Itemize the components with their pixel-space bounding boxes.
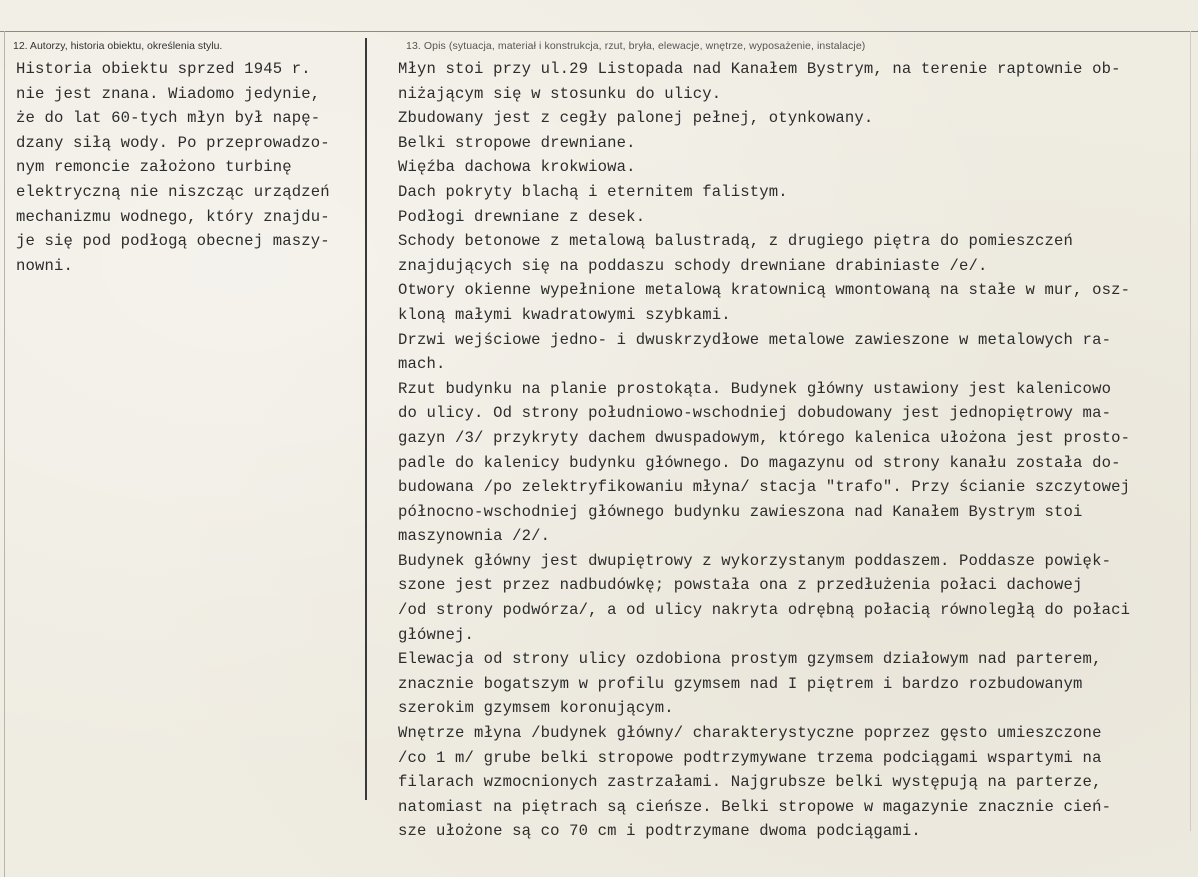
description-text-line: natomiast na piętrach są cieńsze. Belki stropowe w magazynie znacznie cień- xyxy=(398,797,1112,816)
top-rule xyxy=(0,31,1198,32)
description-text-line: Wnętrze młyna /budynek główny/ charakterystyczne poprzez gęsto umieszczone xyxy=(398,724,1102,743)
description-text-line: niżającym się w stosunku do ulicy. xyxy=(398,84,722,103)
section-12-header: 12. Autorzy, historia obiektu, określenia stylu. xyxy=(13,40,223,52)
description-text-line: Elewacja od strony ulicy ozdobiona prostym gzymsem działowym nad parterem, xyxy=(398,650,1102,669)
description-text-line: Dach pokryty blachą i eternitem falistym. xyxy=(398,182,788,201)
description-text-line: Młyn stoi przy ul.29 Listopada nad Kanałem Bystrym, na terenie raptownie ob- xyxy=(398,60,1121,78)
description-text-line: Więźba dachowa krokwiowa. xyxy=(398,158,636,177)
description-text-line: padle do kalenicy budynku głównego. Do magazynu od strony kanału została do- xyxy=(398,453,1121,472)
description-text-line: szerokim gzymsem koronującym. xyxy=(398,699,674,718)
description-text-line: sze ułożone są co 70 cm i podtrzymane dwoma podciągami. xyxy=(398,822,921,841)
history-text-line: nym remoncie założono turbinę xyxy=(16,158,292,177)
description-text-line: szone jest przez nadbudówkę; powstała ona z przedłużenia połaci dachowej xyxy=(398,576,1083,595)
description-text-line: mach. xyxy=(398,355,446,374)
left-edge-line xyxy=(4,31,5,877)
description-text-line: Otwory okienne wypełnione metalową kratownicą wmontowaną na stałe w mur, osz- xyxy=(398,281,1131,300)
history-text-line: je się pod podłogą obecnej maszy- xyxy=(16,232,330,251)
description-text-line: maszynownia /2/. xyxy=(398,527,551,546)
description-text-line: gazyn /3/ przykryty dachem dwuspadowym, którego kalenica ułożona jest prosto- xyxy=(398,428,1131,447)
description-text-line: kloną małymi kwadratowymi szybkami. xyxy=(398,305,731,324)
description-text-line: Podłogi drewniane z desek. xyxy=(398,207,646,226)
history-text-line: Historia obiektu sprzed 1945 r. xyxy=(16,60,311,78)
description-text-line: /co 1 m/ grube belki stropowe podtrzymywane trzema podciągami wspartymi na xyxy=(398,748,1102,767)
history-text-line: elektryczną nie niszcząc urządzeń xyxy=(16,182,330,201)
description-text-line: filarach wzmocnionych zastrzałami. Najgrubsze belki występują na parterze, xyxy=(398,773,1102,792)
description-text-line: Drzwi wejściowe jedno- i dwuskrzydłowe metalowe zawieszone w metalowych ra- xyxy=(398,330,1112,349)
description-text-line: Budynek główny jest dwupiętrowy z wykorzystanym poddaszem. Poddasze powięk- xyxy=(398,551,1112,570)
history-column xyxy=(16,57,330,278)
description-text-line: /od strony podwórza/, a od ulicy nakryta odrębną połacią równoległą do połaci xyxy=(398,601,1131,620)
description-text-line: Belki stropowe drewniane. xyxy=(398,133,636,152)
column-divider xyxy=(365,38,367,800)
section-13-header: 13. Opis (sytuacja, materiał i konstrukcja, rzut, bryła, elewacje, wnętrze, wyposażenie, instalacje) xyxy=(406,40,866,52)
history-text-line: nie jest znana. Wiadomo jedynie, xyxy=(16,84,321,103)
right-edge-line xyxy=(1190,31,1191,831)
description-text-line: do ulicy. Od strony południowo-wschodniej dobudowany jest jednopiętrowy ma- xyxy=(398,404,1112,423)
description-text-line: Schody betonowe z metalową balustradą, z drugiego piętra do pomieszczeń xyxy=(398,232,1074,251)
description-text-line: głównej. xyxy=(398,625,475,644)
description-text-line: Zbudowany jest z cegły palonej pełnej, otynkowany. xyxy=(398,109,874,128)
history-text-line: że do lat 60-tych młyn był napę- xyxy=(16,109,321,128)
history-text-line: dzany siłą wody. Po przeprowadzo- xyxy=(16,133,330,152)
description-text-line: znacznie bogatszym w profilu gzymsem nad I piętrem i bardzo rozbudowanym xyxy=(398,674,1083,693)
description-column xyxy=(398,57,1130,844)
description-text-line: północno-wschodniej głównego budynku zawieszona nad Kanałem Bystrym stoi xyxy=(398,502,1083,521)
description-text-line: budowana /po zelektryfikowaniu młyna/ stacja "trafo". Przy ścianie szczytowej xyxy=(398,478,1131,497)
history-text-line: mechanizmu wodnego, który znajdu- xyxy=(16,207,330,226)
description-text-line: Rzut budynku na planie prostokąta. Budynek główny ustawiony jest kalenicowo xyxy=(398,379,1112,398)
description-text-line: znajdujących się na poddaszu schody drewniane drabiniaste /e/. xyxy=(398,256,988,275)
history-text-line: nowni. xyxy=(16,256,74,275)
